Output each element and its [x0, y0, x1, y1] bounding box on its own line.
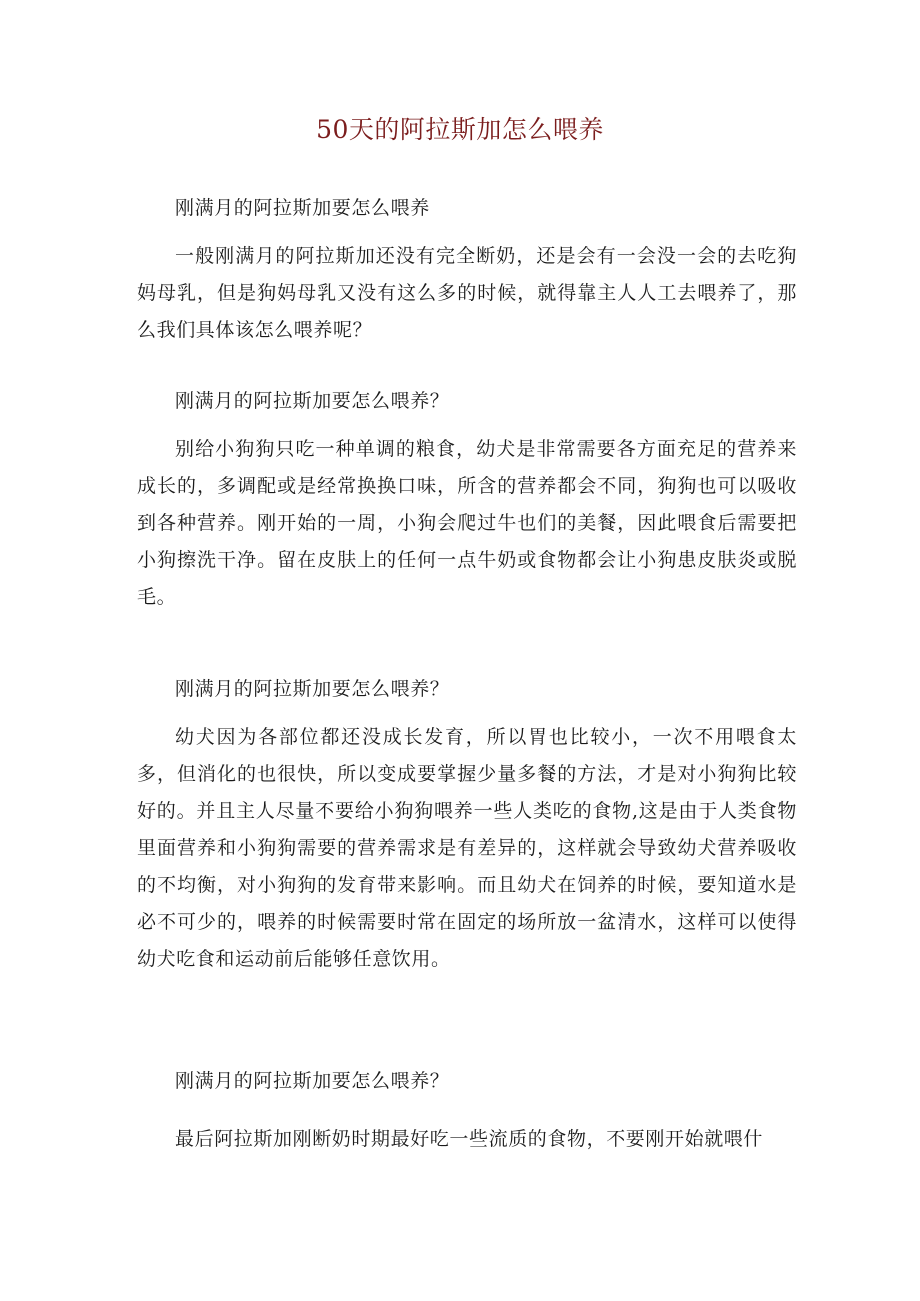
- section-heading: 刚满月的阿拉斯加要怎么喂养？: [175, 390, 450, 412]
- section-heading: 刚满月的阿拉斯加要怎么喂养？: [175, 678, 450, 700]
- body-paragraph: 一般刚满月的阿拉斯加还没有完全断奶，还是会有一会没一会的去吃狗妈母乳，但是狗妈母乳又没有这么多的时候，就得靠主人人工去喂养了，那么我们具体该怎么喂养呢？: [137, 245, 797, 341]
- body-paragraph: 幼犬因为各部位都还没成长发育，所以胃也比较小，一次不用喂食太多，但消化的也很快，所以变成要掌握少量多餐的方法，才是对小狗狗比较好的。并且主人尽量不要给小狗狗喂养一些人类吃的食物,这是由于人类食物里面营养和小狗狗需要的营养需求是有差异的，这样就会导致幼犬营养吸收的不均衡，对小狗狗的发育带来影响。而且幼犬在饲养的时候，要知道水是必不可少的，喂养的时候需要时常在固定的场所放一盆清水，这样可以使得幼犬吃食和运动前后能够任意饮用。: [137, 726, 797, 970]
- body-paragraph: 最后阿拉斯加刚断奶时期最好吃一些流质的食物，不要刚开始就喂什: [175, 1128, 764, 1150]
- document-title: 50天的阿拉斯加怎么喂养: [316, 115, 604, 144]
- section-heading: 刚满月的阿拉斯加要怎么喂养？: [175, 1070, 450, 1092]
- body-paragraph: 别给小狗狗只吃一种单调的粮食，幼犬是非常需要各方面充足的营养来成长的，多调配或是经常换换口味，所含的营养都会不同，狗狗也可以吸收到各种营养。刚开始的一周，小狗会爬过牛也们的美餐，因此喂食后需要把小狗擦洗干净。留在皮肤上的任何一点牛奶或食物都会让小狗患皮肤炎或脱毛。: [137, 438, 797, 608]
- section-heading: 刚满月的阿拉斯加要怎么喂养: [175, 197, 430, 219]
